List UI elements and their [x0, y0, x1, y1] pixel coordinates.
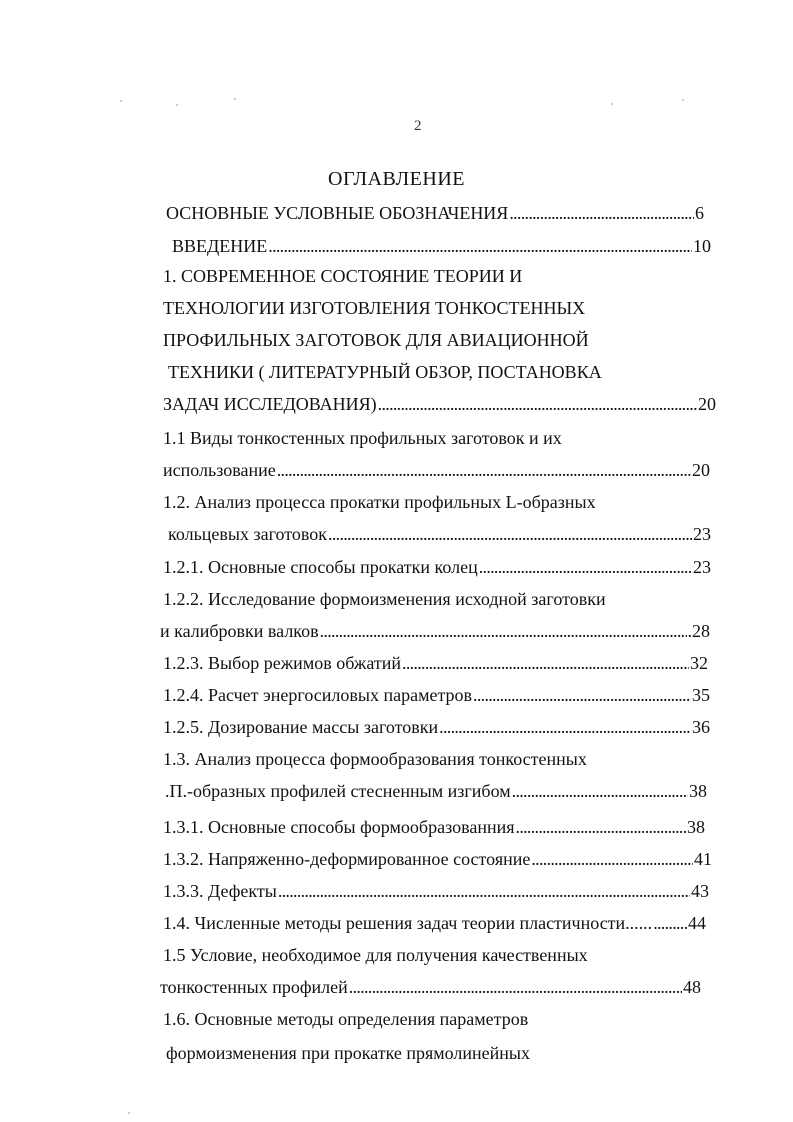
- toc-page-number: .28: [687, 621, 710, 641]
- toc-entry-title: 1.2.3. Выбор режимов обжатий: [163, 653, 402, 673]
- toc-entry: [163, 652, 708, 674]
- toc-entry-title: 1.2.5. Дозирование массы заготовки: [163, 717, 439, 737]
- toc-entry: [163, 848, 712, 870]
- dot-leader: [509, 202, 694, 224]
- toc-entry-title: 1. СОВРЕМЕННОЕ СОСТОЯНИЕ ТЕОРИИ И: [163, 266, 523, 286]
- toc-entry: [163, 912, 706, 934]
- dot-leader: [439, 716, 691, 738]
- dot-leader: [653, 912, 687, 934]
- toc-entry: [172, 235, 711, 257]
- dot-leader: [479, 556, 692, 578]
- toc-entry-title: ТЕХНИКИ ( ЛИТЕРАТУРНЫЙ ОБЗОР, ПОСТАНОВКА: [168, 362, 602, 382]
- toc-page-number: 10: [693, 236, 711, 256]
- toc-entry: [165, 780, 707, 802]
- toc-page-number: 41: [694, 849, 712, 869]
- toc-entry: [163, 393, 716, 415]
- toc-entry: [163, 748, 587, 770]
- toc-entry-title: ВВЕДЕНИЕ: [172, 236, 268, 256]
- toc-page-number: 23: [693, 524, 711, 544]
- dot-leader: [349, 976, 682, 998]
- toc-entry: [168, 361, 602, 383]
- toc-entry-title: 1.3.3. Дефекты: [163, 881, 277, 901]
- toc-entry-title: 1.5 Условие, необходимое для получения качественных: [163, 945, 588, 965]
- dot-leader: [512, 780, 688, 802]
- toc-entry-title: 1.3. Анализ процесса формообразования тонкостенных: [163, 749, 587, 769]
- toc-entry: [163, 556, 711, 578]
- toc-entry-title: 1.3.2. Напряженно-деформированное состояние: [163, 849, 531, 869]
- dot-leader: [268, 235, 692, 257]
- toc-entry: [163, 880, 709, 902]
- toc-entry-title: 1.3.1. Основные способы формообразованния: [163, 817, 515, 837]
- toc-entry-title: 1.2.4. Расчет энергосиловых параметров: [163, 685, 473, 705]
- toc-entry: [160, 620, 710, 642]
- toc-entry-title: 1.2.1. Основные способы прокатки колец: [163, 557, 478, 577]
- dot-leader: [531, 848, 693, 870]
- toc-page-number: 20: [698, 394, 716, 414]
- toc-page-number: 44: [688, 913, 706, 933]
- toc-entry: [166, 1042, 530, 1064]
- toc-entry: [160, 976, 701, 998]
- dot-leader: [277, 459, 691, 481]
- toc-entry: [163, 816, 705, 838]
- toc-entry-title: и калибровки валков: [160, 621, 319, 641]
- toc-entry: [163, 684, 710, 706]
- toc-entry-title: ОСНОВНЫЕ УСЛОВНЫЕ ОБОЗНАЧЕНИЯ: [166, 203, 509, 223]
- toc-entry: [163, 491, 596, 513]
- toc-entry: [163, 588, 606, 610]
- toc-page-number: 38: [687, 817, 705, 837]
- toc-entry: [163, 297, 585, 319]
- toc-entry-title: тонкостенных профилей: [160, 977, 348, 997]
- toc-entry: [163, 329, 589, 351]
- toc-page-number: 48: [683, 977, 701, 997]
- toc-heading: ОГЛАВЛЕНИЕ: [328, 168, 465, 190]
- dot-leader: [402, 652, 689, 674]
- toc-page-number: 32: [690, 653, 708, 673]
- dot-leader: [328, 523, 692, 545]
- toc-entry: [163, 716, 710, 738]
- page-number: 2: [414, 118, 422, 134]
- toc-entry-title: ЗАДАЧ ИССЛЕДОВАНИЯ): [163, 394, 377, 414]
- toc-page-number: 38: [689, 781, 707, 801]
- toc-entry-title: ТЕХНОЛОГИИ ИЗГОТОВЛЕНИЯ ТОНКОСТЕННЫХ: [163, 298, 586, 318]
- toc-page-number: 35: [692, 685, 710, 705]
- toc-entry: [163, 459, 710, 481]
- dot-leader: [473, 684, 691, 706]
- toc-page-number: 6: [695, 203, 704, 223]
- toc-entry-title: формоизменения при прокатке прямолинейных: [166, 1043, 531, 1063]
- toc-entry-title: 1.2. Анализ процесса прокатки профильных L-образных: [163, 492, 596, 512]
- toc-entry: [168, 523, 711, 545]
- dot-leader: [278, 880, 690, 902]
- toc-entry: [163, 1008, 528, 1030]
- toc-entry-title: кольцевых заготовок: [168, 524, 328, 544]
- dot-leader: [516, 816, 686, 838]
- toc-page-number: 20: [692, 460, 710, 480]
- dot-leader: [378, 393, 697, 415]
- toc-entry-title: 1.6. Основные методы определения параметров: [163, 1009, 529, 1029]
- toc-entry-title: .П.-образных профилей стесненным изгибом: [165, 781, 511, 801]
- toc-entry: [163, 944, 588, 966]
- dot-leader: [320, 620, 687, 642]
- toc-entry: [163, 265, 522, 287]
- toc-entry-title: 1.2.2. Исследование формоизменения исходной заготовки: [163, 589, 606, 609]
- toc-entry-title: ПРОФИЛЬНЫХ ЗАГОТОВОК ДЛЯ АВИАЦИОННОЙ: [163, 330, 589, 350]
- toc-entry: [166, 202, 704, 224]
- toc-page-number: 36: [692, 717, 710, 737]
- toc-entry-title: 1.4. Численные методы решения задач теории пластичности......: [163, 913, 653, 933]
- toc-page-number: 43: [691, 881, 709, 901]
- toc-entry: [163, 427, 562, 449]
- toc-entry-title: использование: [163, 460, 276, 480]
- toc-page-number: 23: [693, 557, 711, 577]
- toc-entry-title: 1.1 Виды тонкостенных профильных заготовок и их: [163, 428, 562, 448]
